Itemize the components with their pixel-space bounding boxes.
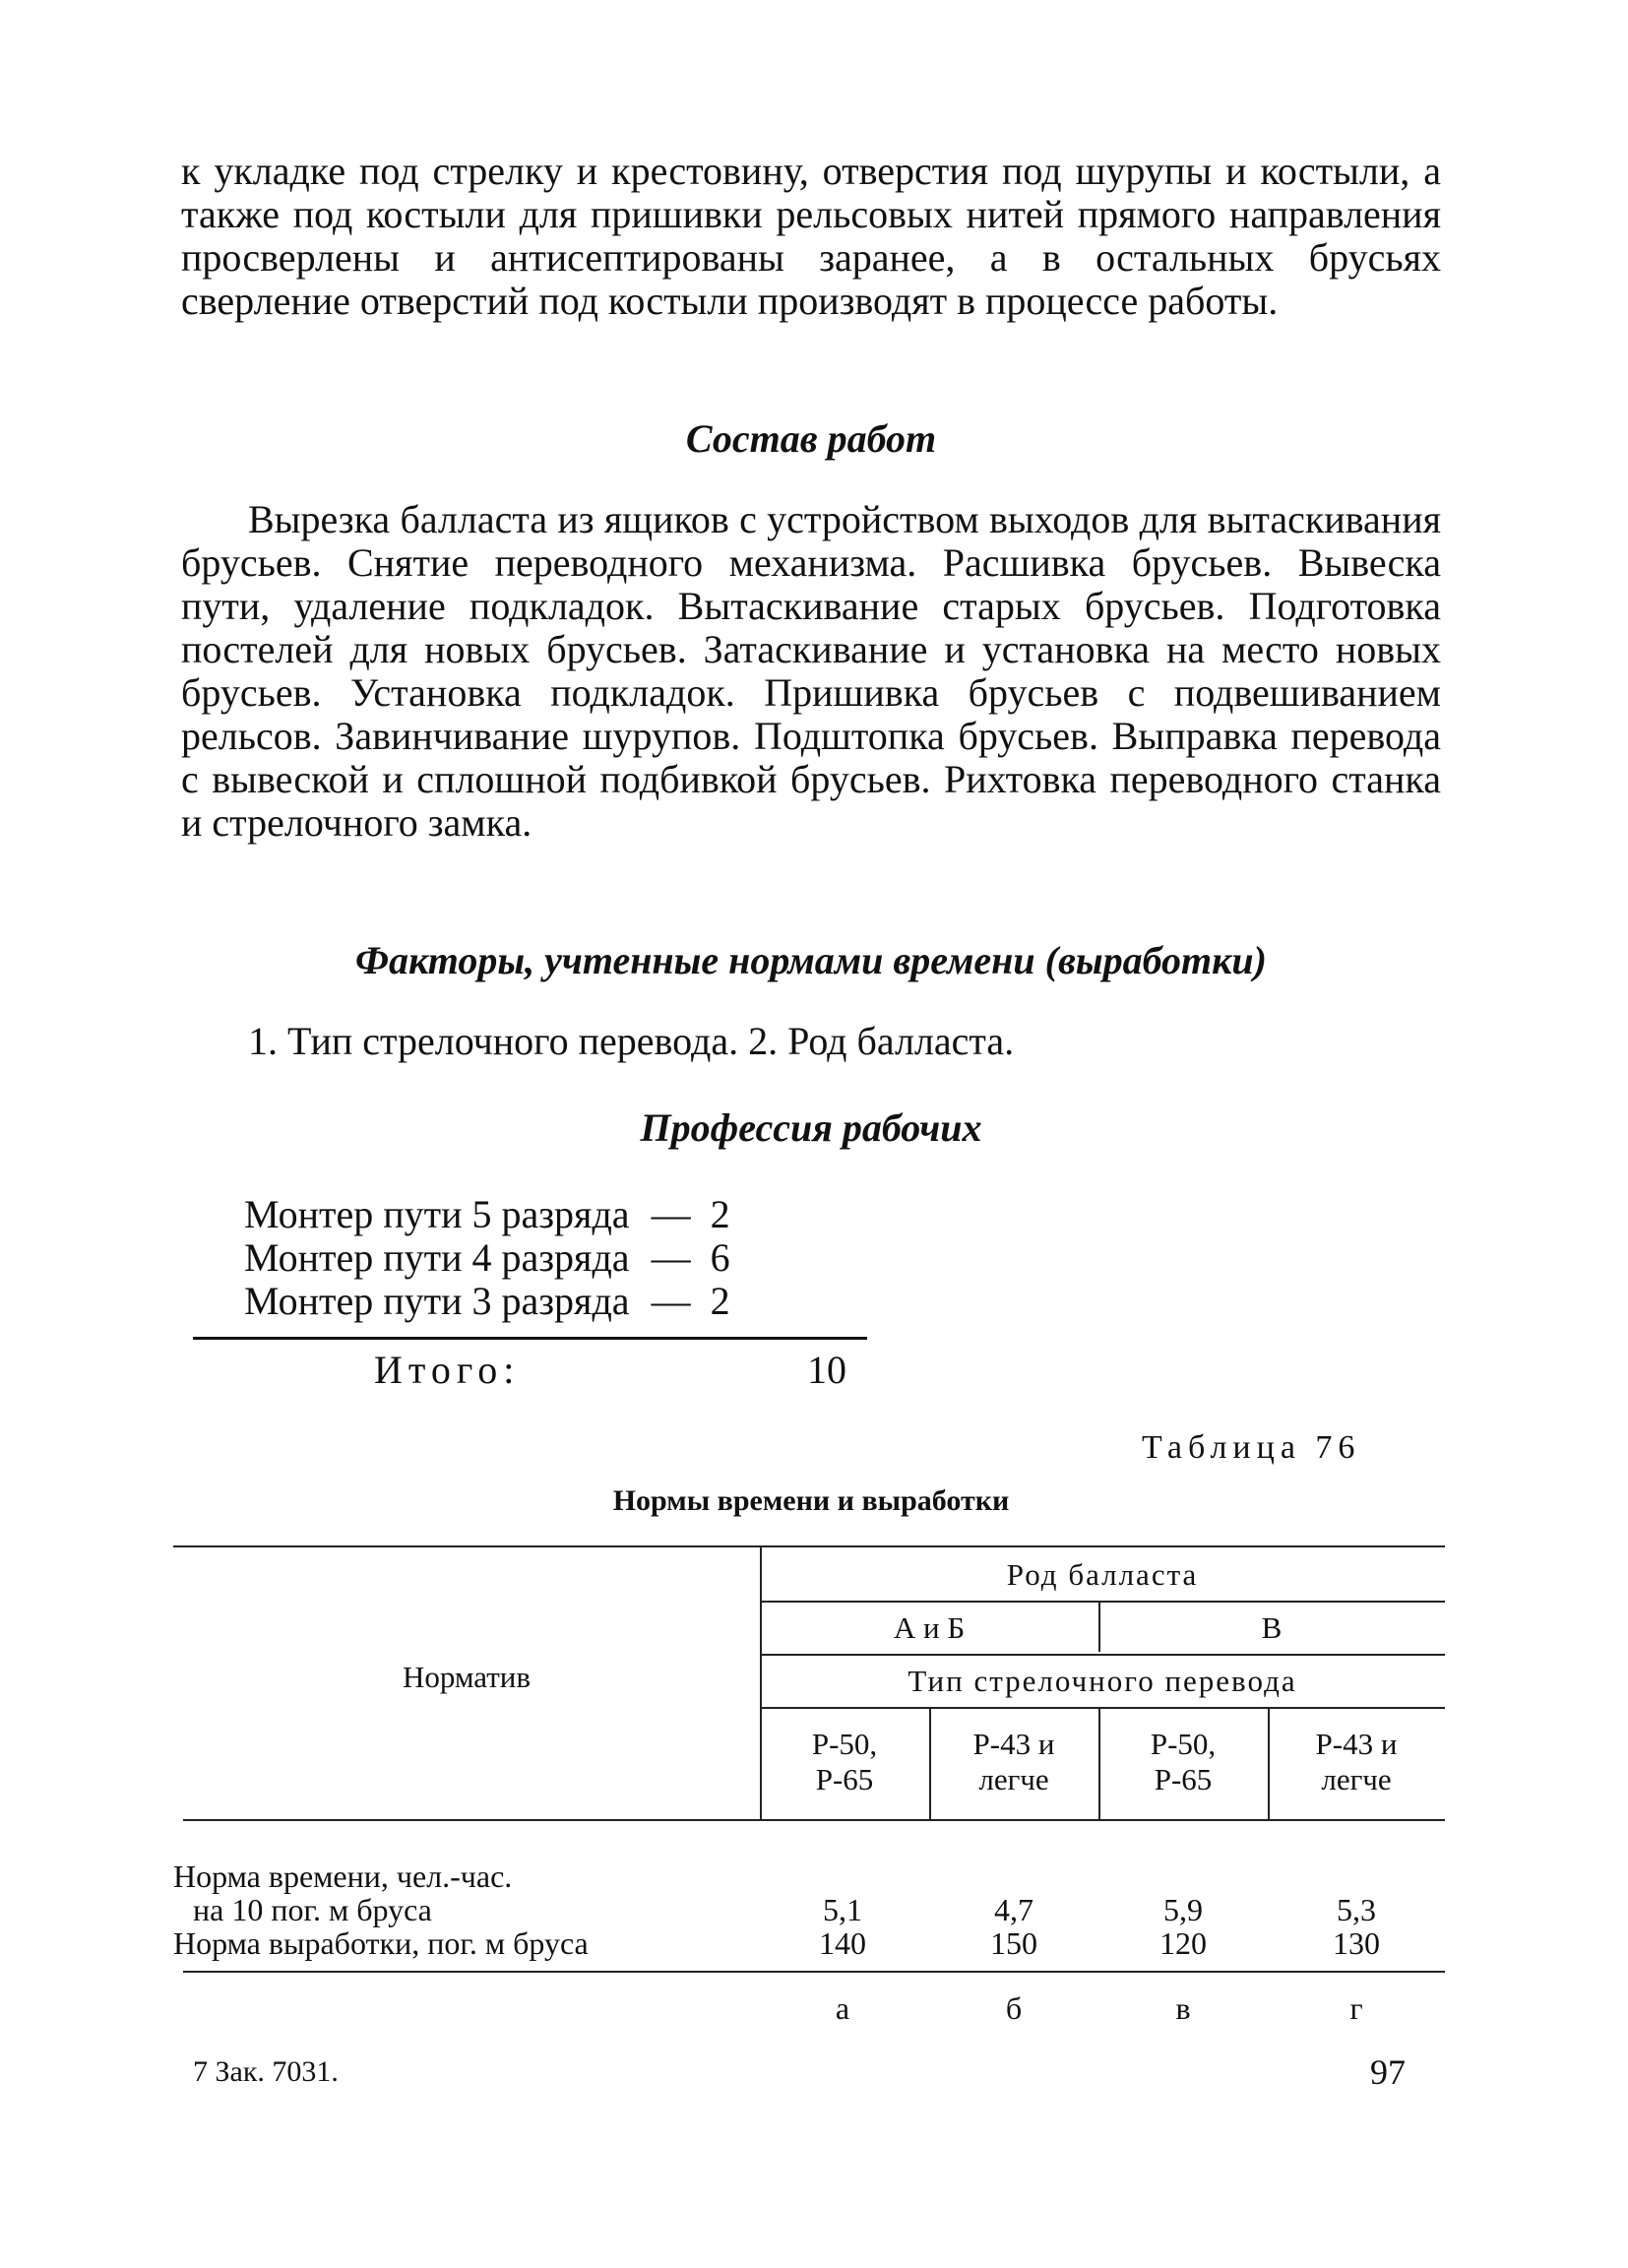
table-cell: 5,9	[1163, 1892, 1203, 1927]
table-cell: 140	[819, 1925, 866, 1961]
worker-count: 6	[710, 1235, 730, 1280]
switch-type-header: Тип стрелочного перевода	[908, 1664, 1297, 1698]
table-cell: 5,3	[1337, 1892, 1376, 1927]
table-bottom-rule	[183, 1971, 1445, 1973]
page-number: 97	[1370, 2052, 1406, 2092]
ballast-header: Род балласта	[1006, 1557, 1199, 1592]
ballast-group-v: В	[1261, 1610, 1283, 1645]
column-header-line: Р-50,	[1150, 1727, 1217, 1761]
norms-table	[173, 1545, 1445, 1979]
work-composition-text: Вырезка балласта из ящиков с устройством выходов для вытаскивания брусьев. Снятие переводного механизма. Расшивка брусьев. Вывеска пути, удаление подкладок. Вытаскивание старых брусьев. Подготовка постелей для новых брусьев. Затаскивание и установка на место новых брусьев. Установка подкладок. Пришивка брусьев с подвешиванием рельсов. Завинчивание шурупов. Подштопка брусьев. Выправка перевода с вывеской и сплошной подбивкой брусьев. Рихтовка переводного станка и стрелочного замка.	[181, 497, 1441, 845]
row-header: Норматив	[402, 1660, 532, 1694]
dash-separator: —	[651, 1279, 691, 1323]
column-letter: г	[1349, 1990, 1363, 2026]
column-header	[1098, 1727, 1268, 1797]
worker-row	[244, 1193, 730, 1236]
column-letter: а	[835, 1990, 850, 2026]
column-header	[760, 1727, 929, 1797]
worker-row	[244, 1280, 730, 1323]
table-cell: 130	[1333, 1925, 1380, 1961]
row-label: на 10 пог. м бруса	[193, 1892, 432, 1927]
factors-text: 1. Тип стрелочного перевода. 2. Род балласта.	[248, 1019, 1015, 1063]
table-title: Нормы времени и выработки	[612, 1484, 1010, 1517]
column-header-line: легче	[1321, 1762, 1392, 1796]
table-top-rule	[173, 1545, 1445, 1547]
column-header-line: Р-65	[1154, 1762, 1213, 1796]
dash-separator: —	[651, 1235, 691, 1280]
column-header-line: легче	[978, 1762, 1049, 1796]
workers-heading: Профессия рабочих	[640, 1105, 982, 1150]
worker-label: Монтер пути 3 разряда	[244, 1279, 630, 1323]
table-cell: 5,1	[823, 1892, 862, 1927]
workers-list	[244, 1193, 730, 1323]
ballast-group-ab: А и Б	[893, 1610, 966, 1645]
column-letter: в	[1175, 1990, 1191, 2026]
factors-heading: Факторы, учтенные нормами времени (выработки)	[355, 938, 1267, 982]
row-label: Норма выработки, пог. м бруса	[173, 1925, 589, 1961]
total-label: Итого:	[374, 1348, 521, 1392]
worker-count: 2	[710, 1279, 730, 1323]
worker-count: 2	[710, 1192, 730, 1236]
column-header	[929, 1727, 1098, 1797]
row-label: Норма времени, чел.-час.	[173, 1858, 513, 1894]
table-cell: 120	[1159, 1925, 1207, 1961]
column-header-line: Р-43 и	[972, 1727, 1055, 1761]
table-number: Таблица 76	[1142, 1429, 1361, 1466]
header-rule	[760, 1601, 1445, 1603]
table-cell: 4,7	[994, 1892, 1033, 1927]
table-cell: 150	[990, 1925, 1037, 1961]
total-value: 10	[807, 1348, 846, 1392]
column-header-line: Р-50,	[811, 1727, 878, 1761]
work-composition-heading: Состав работ	[685, 416, 937, 461]
print-order-note: 7 Зак. 7031.	[193, 2055, 339, 2088]
header-rule	[760, 1654, 1445, 1656]
dash-separator: —	[651, 1192, 691, 1236]
column-header-line: Р-65	[815, 1762, 874, 1796]
worker-row	[244, 1236, 730, 1280]
column-header	[1268, 1727, 1445, 1797]
worker-label: Монтер пути 4 разряда	[244, 1235, 630, 1280]
column-header-line: Р-43 и	[1315, 1727, 1398, 1761]
sum-divider	[193, 1337, 867, 1340]
intro-paragraph: к укладке под стрелку и крестовину, отверстия под шурупы и костыли, а также под костыли для пришивки рельсовых нитей прямого направления просверлены и антисептированы заранее, а в остальных брусьях сверление отверстий под костыли производят в процессе работы.	[181, 149, 1441, 323]
worker-label: Монтер пути 5 разряда	[244, 1192, 630, 1236]
column-letter: б	[1005, 1990, 1023, 2026]
header-rule	[760, 1707, 1445, 1709]
header-bottom-rule	[183, 1819, 1445, 1821]
